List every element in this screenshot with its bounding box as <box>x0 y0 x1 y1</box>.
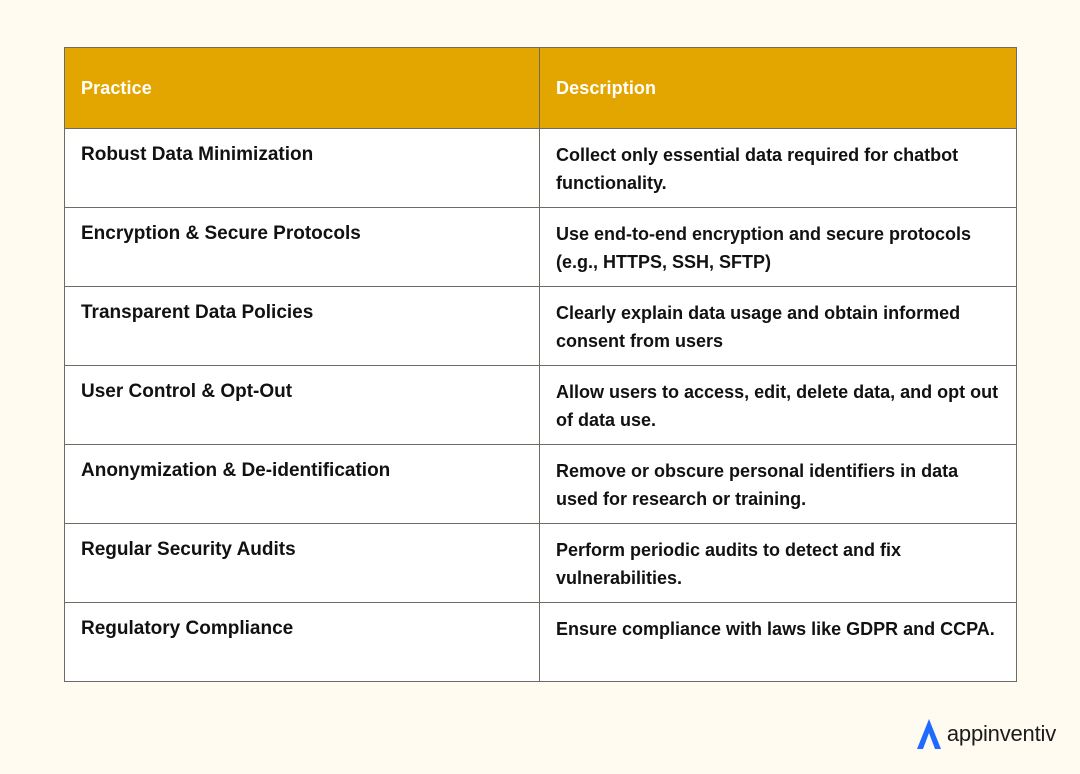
description-cell: Perform periodic audits to detect and fix vulnerabilities. <box>540 524 1017 603</box>
practice-cell: Regular Security Audits <box>65 524 540 603</box>
table-row <box>65 366 1017 445</box>
table-row <box>65 287 1017 366</box>
description-cell: Remove or obscure personal identifiers in data used for research or training. <box>540 445 1017 524</box>
practice-cell: Robust Data Minimization <box>65 129 540 208</box>
table-row <box>65 445 1017 524</box>
practices-table-container <box>64 47 1016 682</box>
logo-text: appinventiv <box>946 721 1056 746</box>
description-cell: Ensure compliance with laws like GDPR and CCPA. <box>540 603 1017 682</box>
header-practice: Practice <box>65 48 540 129</box>
table-row <box>65 208 1017 287</box>
practice-cell: Encryption & Secure Protocols <box>65 208 540 287</box>
description-cell: Collect only essential data required for chatbot functionality. <box>540 129 1017 208</box>
table-row <box>65 603 1017 682</box>
table-row <box>65 524 1017 603</box>
appinventiv-logo <box>915 718 1056 750</box>
practice-cell: Anonymization & De-identification <box>65 445 540 524</box>
table-header-row <box>65 48 1017 129</box>
practice-cell: User Control & Opt-Out <box>65 366 540 445</box>
table-row <box>65 129 1017 208</box>
practice-cell: Regulatory Compliance <box>65 603 540 682</box>
header-description: Description <box>540 48 1017 129</box>
practice-cell: Transparent Data Policies <box>65 287 540 366</box>
description-cell: Clearly explain data usage and obtain informed consent from users <box>540 287 1017 366</box>
appinventiv-a-icon <box>915 718 943 750</box>
description-cell: Allow users to access, edit, delete data, and opt out of data use. <box>540 366 1017 445</box>
practices-table <box>64 47 1017 682</box>
description-cell: Use end-to-end encryption and secure protocols (e.g., HTTPS, SSH, SFTP) <box>540 208 1017 287</box>
